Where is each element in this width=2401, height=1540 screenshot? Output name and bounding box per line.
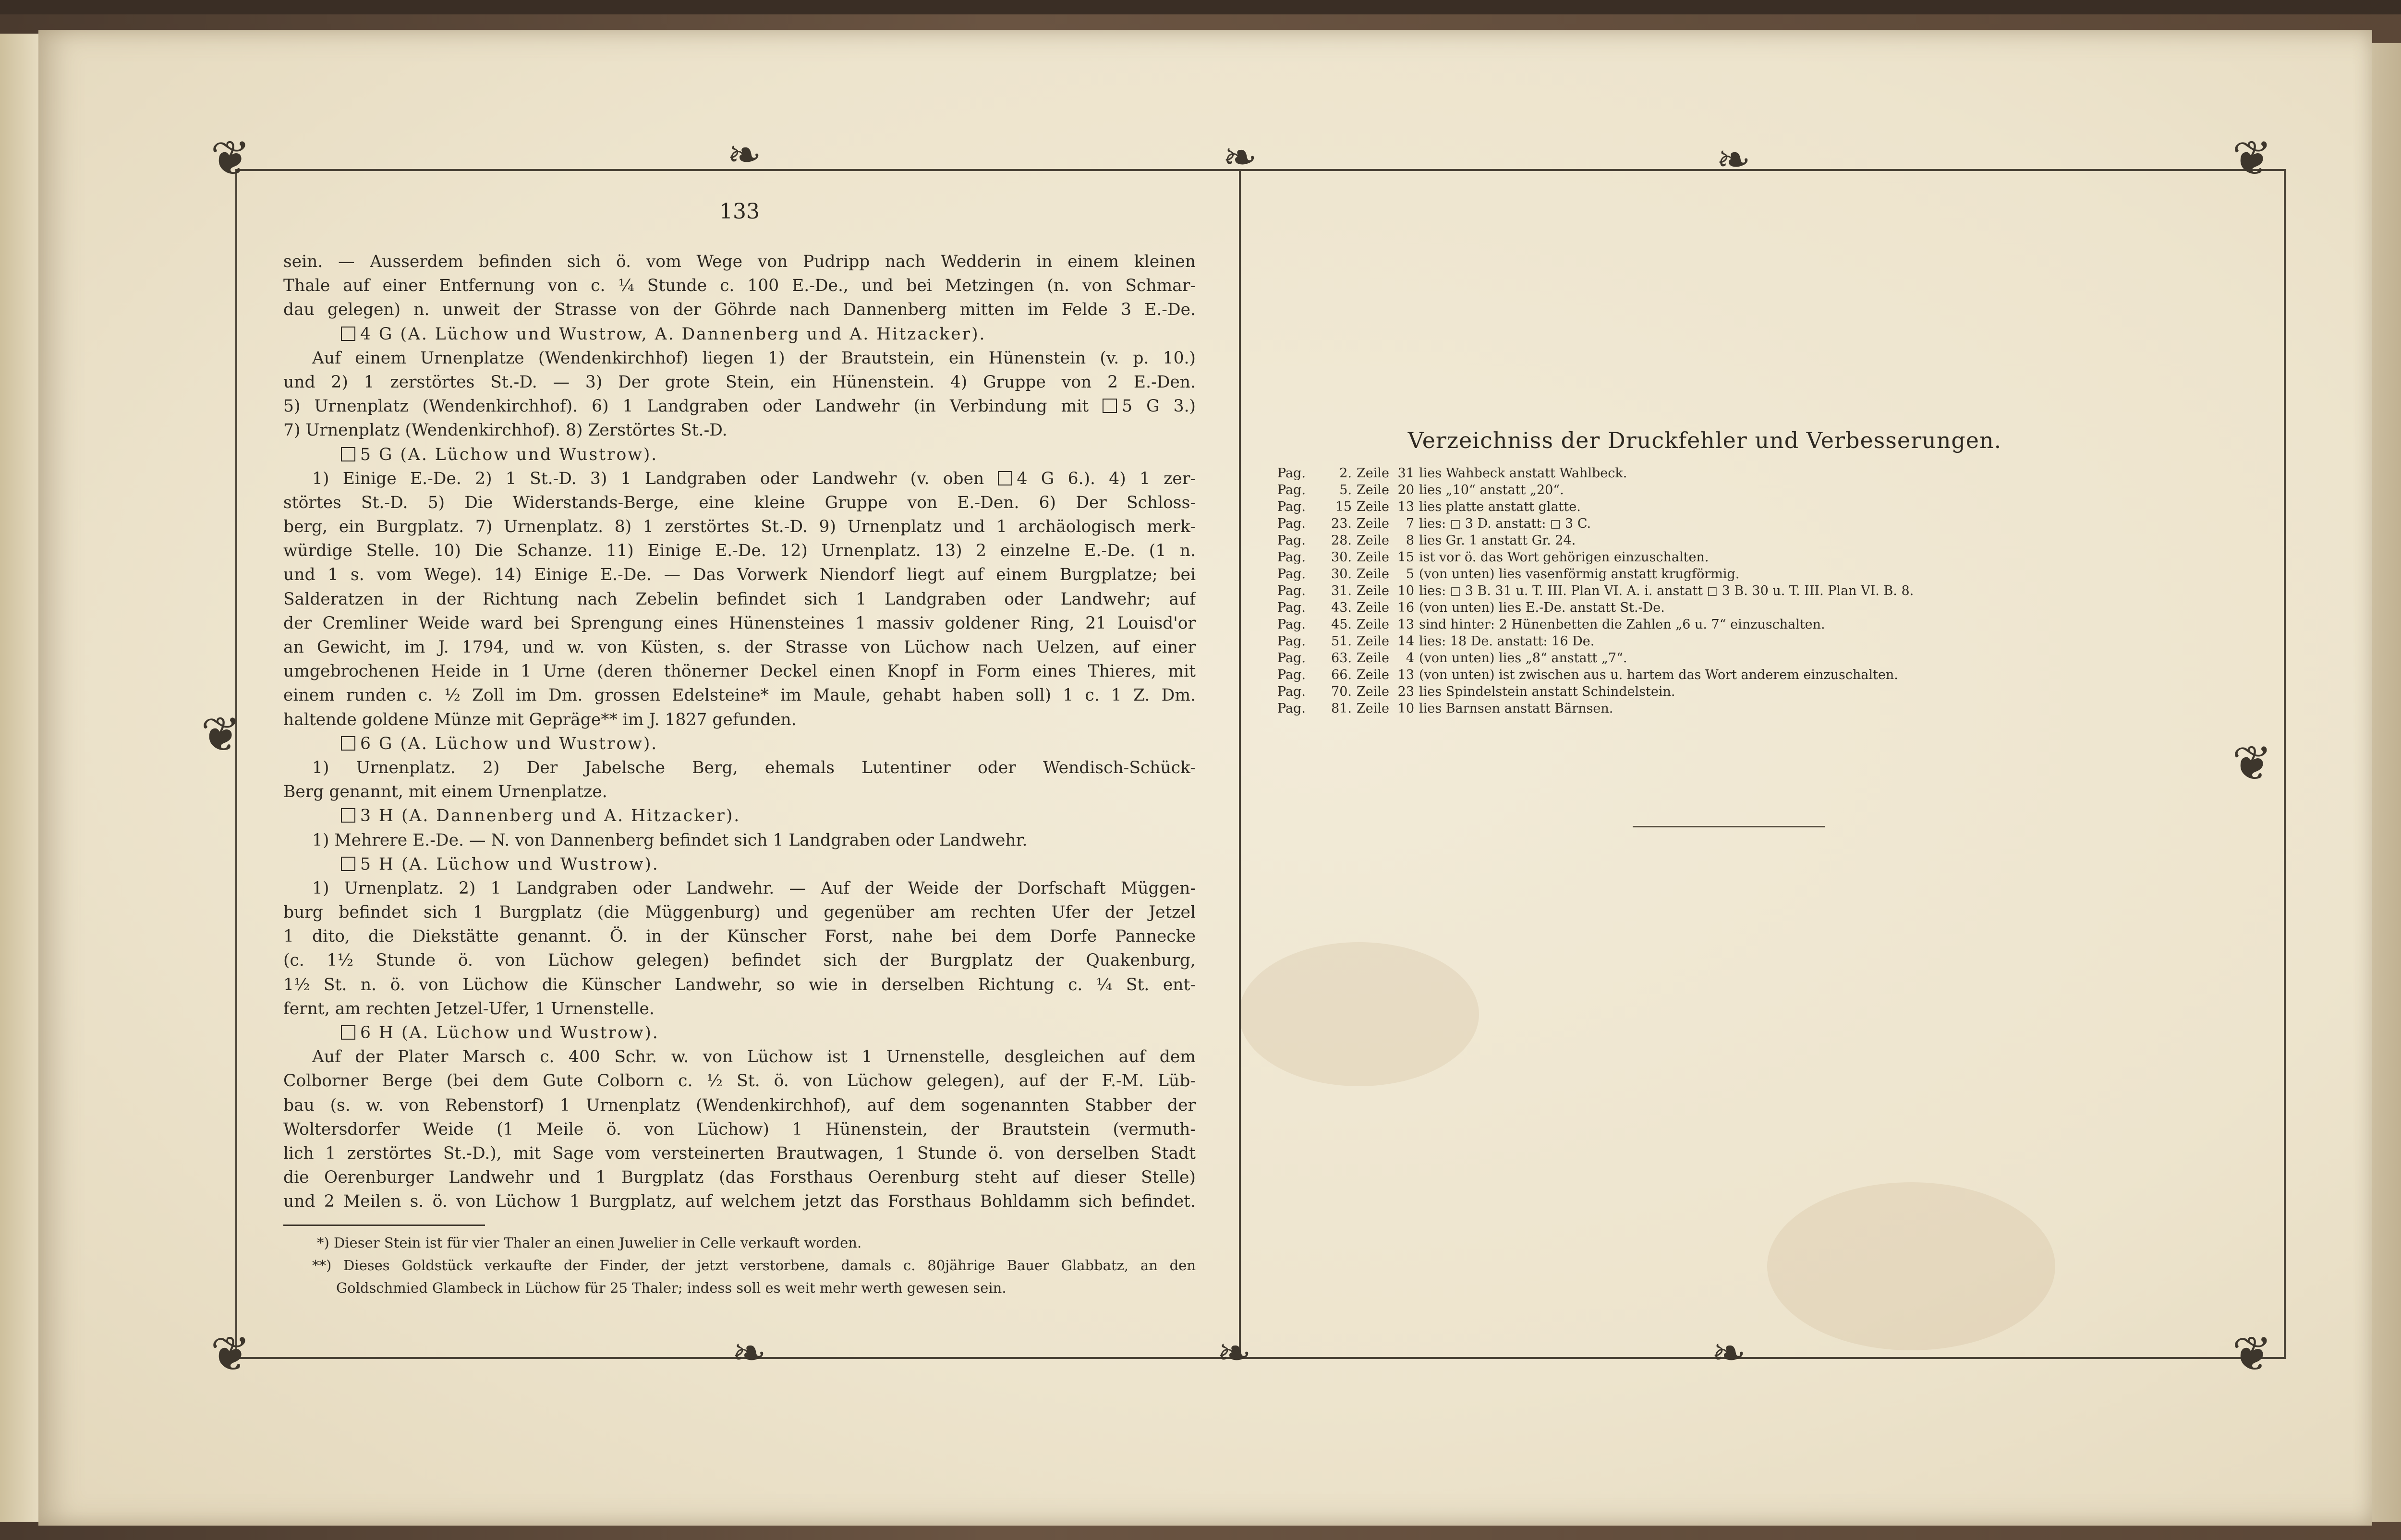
square-symbol-icon <box>1103 399 1117 413</box>
erratum-zeile-label: Zeile <box>1357 651 1389 666</box>
erratum-zeile-label: Zeile <box>1357 533 1389 548</box>
erratum-pag-label: Pag. <box>1277 617 1306 632</box>
erratum-row <box>1277 650 2094 667</box>
erratum-line: 20 <box>1397 483 1414 497</box>
previous-page-edge <box>0 34 43 1522</box>
text-line: umgebrochenen Heide in 1 Urne (deren thönerner Deckel einen Knopf in Form eines Thieres, mit <box>283 662 1196 681</box>
square-symbol-icon <box>341 736 355 751</box>
text-line: Thale auf einer Entfernung von c. ¼ Stunde c. 100 E.-De., und bei Metzingen (n. von Schmar- <box>283 276 1196 296</box>
text-line: Auf der Plater Marsch c. 400 Schr. w. von Lüchow ist 1 Urnenstelle, desgleichen auf dem <box>312 1047 1196 1067</box>
footnote-2-cont: Goldschmied Glambeck in Lüchow für 25 Thaler; indess soll es weit mehr werth gewesen sein. <box>336 1280 1006 1296</box>
erratum-page: 30. <box>1331 567 1352 582</box>
erratum-row <box>1277 549 2094 566</box>
erratum-pag-label: Pag. <box>1277 667 1306 682</box>
erratum-page: 2. <box>1339 466 1352 481</box>
erratum-text: sind hinter: 2 Hünenbetten die Zahlen „6 u. 7“ einzuschalten. <box>1419 617 1825 632</box>
text-line: haltende goldene Münze mit Gepräge** im J. 1827 gefunden. <box>283 710 797 729</box>
square-symbol-icon <box>341 857 355 871</box>
ornament-top-center-icon: ❧ <box>1222 133 1258 182</box>
section-heading-6g: 6 G (A. Lüchow und Wustrow). <box>283 732 1196 756</box>
erratum-pag-label: Pag. <box>1277 567 1306 582</box>
text-line: burg befindet sich 1 Burgplatz (die Müggenburg) und gegenüber am rechten Ufer der Jetzel <box>283 903 1196 922</box>
ornament-top-right-middle-icon: ❧ <box>1716 136 1751 184</box>
erratum-zeile-label: Zeile <box>1357 550 1389 565</box>
erratum-row <box>1277 465 2094 482</box>
erratum-zeile-label: Zeile <box>1357 567 1389 582</box>
erratum-page: 31. <box>1331 583 1352 598</box>
ornament-corner-bottom-right-icon: ❦ <box>2232 1326 2272 1382</box>
erratum-pag-label: Pag. <box>1277 483 1306 497</box>
square-symbol-icon <box>341 327 355 341</box>
erratum-text: lies: ◻ 3 D. anstatt: ◻ 3 C. <box>1419 516 1591 531</box>
erratum-page: 28. <box>1331 533 1352 548</box>
frame-center-line <box>1239 169 1241 1359</box>
erratum-text: (von unten) lies „8“ anstatt „7“. <box>1419 651 1627 666</box>
erratum-text: lies Gr. 1 anstatt Gr. 24. <box>1419 533 1576 548</box>
text-line: Colborner Berge (bei dem Gute Colborn c. ½ St. ö. von Lüchow gelegen), auf der F.-M. Lüb- <box>283 1071 1196 1091</box>
ornament-bottom-center-icon: ❧ <box>1216 1329 1252 1377</box>
erratum-row <box>1277 582 2094 599</box>
erratum-page: 43. <box>1331 600 1352 615</box>
erratum-page: 81. <box>1331 701 1352 716</box>
text-line: und 2) 1 zerstörtes St.-D. — 3) Der grote Stein, ein Hünenstein. 4) Gruppe von 2 E.-Den. <box>283 372 1196 392</box>
erratum-pag-label: Pag. <box>1277 516 1306 531</box>
ornament-bottom-right-middle-icon: ❧ <box>1711 1329 1746 1377</box>
erratum-page: 66. <box>1331 667 1352 682</box>
erratum-text: lies Spindelstein anstatt Schindelstein. <box>1419 684 1675 699</box>
erratum-line: 16 <box>1397 600 1414 615</box>
paper-stain <box>1767 1182 2055 1350</box>
erratum-row <box>1277 700 2094 717</box>
erratum-row <box>1277 498 2094 515</box>
text-line: 5) Urnenplatz (Wendenkirchhof). 6) 1 Landgraben oder Landwehr (in Verbindung mit 5 G 3.) <box>283 397 1196 416</box>
footnote-rule <box>283 1225 485 1226</box>
erratum-line: 10 <box>1397 701 1414 716</box>
text-line: (c. 1½ Stunde ö. von Lüchow gelegen) befindet sich der Burgplatz der Quakenburg, <box>283 951 1196 970</box>
text-line: 1½ St. n. ö. von Lüchow die Künscher Landwehr, so wie in derselben Richtung c. ¼ St. ent- <box>283 975 1196 994</box>
erratum-text: lies Barnsen anstatt Bärnsen. <box>1419 701 1613 716</box>
erratum-row <box>1277 566 2094 582</box>
errata-list <box>1277 465 2094 717</box>
errata-end-rule <box>1633 826 1825 827</box>
square-symbol-icon <box>341 447 355 461</box>
ornament-corner-top-left-icon: ❦ <box>210 130 251 186</box>
square-symbol-icon <box>341 1025 355 1040</box>
erratum-page: 45. <box>1331 617 1352 632</box>
section-heading-5h: 5 H (A. Lüchow und Wustrow). <box>283 852 1196 876</box>
text-line: Auf einem Urnenplatze (Wendenkirchhof) liegen 1) der Brautstein, ein Hünenstein (v. p. 10.) <box>312 348 1196 368</box>
erratum-line: 13 <box>1397 499 1414 514</box>
erratum-line: 14 <box>1397 634 1414 649</box>
footnotes <box>303 1232 1196 1299</box>
erratum-text: lies: ◻ 3 B. 31 u. T. III. Plan VI. A. i. anstatt ◻ 3 B. 30 u. T. III. Plan VI. B. 8. <box>1419 583 1914 598</box>
text-line: an Gewicht, im J. 1794, und w. von Küsten, s. der Strasse von Lüchow nach Uelzen, auf einer <box>283 638 1196 657</box>
erratum-zeile-label: Zeile <box>1357 701 1389 716</box>
erratum-line: 7 <box>1406 516 1414 531</box>
erratum-page: 63. <box>1331 651 1352 666</box>
erratum-row <box>1277 532 2094 549</box>
text-line: bau (s. w. von Rebenstorf) 1 Urnenplatz (Wendenkirchhof), auf dem sogenannten Stabber der <box>283 1095 1196 1115</box>
ornament-bottom-left-middle-icon: ❧ <box>731 1329 767 1377</box>
frame-right-line <box>2284 169 2286 1359</box>
text-line: 1 dito, die Diekstätte genannt. Ö. in der Künscher Forst, nahe bei dem Dorfe Pannecke <box>283 927 1196 946</box>
erratum-line: 31 <box>1397 466 1414 481</box>
erratum-zeile-label: Zeile <box>1357 583 1389 598</box>
erratum-zeile-label: Zeile <box>1357 483 1389 497</box>
ornament-right-side-icon: ❦ <box>2232 735 2272 791</box>
erratum-row <box>1277 515 2094 532</box>
text-line: und 1 s. vom Wege). 14) Einige E.-De. — Das Vorwerk Niendorf liegt auf einem Burgplatze; bei <box>283 565 1196 585</box>
erratum-zeile-label: Zeile <box>1357 634 1389 649</box>
erratum-page: 51. <box>1331 634 1352 649</box>
square-symbol-icon <box>341 808 355 823</box>
erratum-pag-label: Pag. <box>1277 651 1306 666</box>
text-line: lich 1 zerstörtes St.-D.), mit Sage vom versteinerten Brautwagen, 1 Stunde ö. von derselben Stadt <box>283 1143 1196 1163</box>
erratum-row <box>1277 599 2094 616</box>
erratum-line: 10 <box>1397 583 1414 598</box>
text-line: Berg genannt, mit einem Urnenplatze. <box>283 782 607 802</box>
erratum-line: 13 <box>1397 667 1414 682</box>
erratum-pag-label: Pag. <box>1277 583 1306 598</box>
page-number: 133 <box>719 199 760 224</box>
paper-stain <box>1239 942 1479 1086</box>
text-line: die Oerenburger Landwehr und 1 Burgplatz (das Forsthaus Oerenburg steht auf dieser Stelle) <box>283 1168 1196 1188</box>
erratum-zeile-label: Zeile <box>1357 516 1389 531</box>
erratum-page: 30. <box>1331 550 1352 565</box>
erratum-text: lies: 18 De. anstatt: 16 De. <box>1419 634 1595 649</box>
ornament-top-left-middle-icon: ❧ <box>727 131 762 179</box>
erratum-zeile-label: Zeile <box>1357 600 1389 615</box>
erratum-page: 23. <box>1331 516 1352 531</box>
section-heading-3h: 3 H (A. Dannenberg und A. Hitzacker). <box>283 804 1196 828</box>
text-line: Woltersdorfer Weide (1 Meile ö. von Lüchow) 1 Hünenstein, der Brautstein (vermuth- <box>283 1119 1196 1139</box>
text-line: dau gelegen) n. unweit der Strasse von der Göhrde nach Dannenberg mitten im Felde 3 E.-De. <box>283 300 1196 320</box>
errata-section <box>1277 427 2094 717</box>
erratum-line: 5 <box>1406 567 1414 582</box>
text-line: 1) Mehrere E.-De. — N. von Dannenberg befindet sich 1 Landgraben oder Landwehr. <box>312 830 1028 850</box>
text-line: 7) Urnenplatz (Wendenkirchhof). 8) Zerstörtes St.-D. <box>283 421 728 440</box>
erratum-pag-label: Pag. <box>1277 550 1306 565</box>
text-line: fernt, am rechten Jetzel-Ufer, 1 Urnenstelle. <box>283 999 655 1019</box>
square-symbol-icon <box>998 471 1012 485</box>
erratum-pag-label: Pag. <box>1277 466 1306 481</box>
erratum-zeile-label: Zeile <box>1357 617 1389 632</box>
section-heading-5g: 5 G (A. Lüchow und Wustrow). <box>283 443 1196 467</box>
erratum-row <box>1277 633 2094 650</box>
erratum-line: 13 <box>1397 617 1414 632</box>
erratum-line: 23 <box>1397 684 1414 699</box>
erratum-text: lies „10“ anstatt „20“. <box>1419 483 1564 497</box>
text-line: 1) Urnenplatz. 2) Der Jabelsche Berg, ehemals Lutentiner oder Wendisch-Schück- <box>312 758 1196 777</box>
erratum-page: 5. <box>1339 483 1352 497</box>
erratum-text: (von unten) lies E.-De. anstatt St.-De. <box>1419 600 1665 615</box>
ornament-corner-top-right-icon: ❦ <box>2232 130 2272 186</box>
erratum-row <box>1277 683 2094 700</box>
erratum-text: lies Wahbeck anstatt Wahlbeck. <box>1419 466 1627 481</box>
erratum-text: (von unten) lies vasenförmig anstatt krugförmig. <box>1419 567 1740 582</box>
ornament-left-side-icon: ❦ <box>201 706 241 763</box>
section-heading-4g: 4 G (A. Lüchow und Wustrow, A. Dannenberg und A. Hitzacker). <box>283 322 1196 346</box>
footnote-2: **) Dieses Goldstück verkaufte der Finder, der jetzt verstorbene, damals c. 80jährige Bauer Glabbatz, an den <box>312 1257 1196 1273</box>
text-line: und 2 Meilen s. ö. von Lüchow 1 Burgplatz, auf welchem jetzt das Forsthaus Bohldamm sich befindet. <box>283 1192 1196 1212</box>
left-text-column <box>283 250 1196 1214</box>
errata-title: Verzeichniss der Druckfehler und Verbesserungen. <box>1407 427 2002 453</box>
erratum-page: 15 <box>1335 499 1352 514</box>
erratum-row <box>1277 482 2094 498</box>
erratum-zeile-label: Zeile <box>1357 466 1389 481</box>
erratum-row <box>1277 667 2094 683</box>
erratum-zeile-label: Zeile <box>1357 499 1389 514</box>
text-line: Salderatzen in der Richtung nach Zebelin befindet sich 1 Landgraben oder Landwehr; auf <box>283 589 1196 609</box>
erratum-text: lies platte anstatt glatte. <box>1419 499 1581 514</box>
erratum-line: 4 <box>1406 651 1414 666</box>
erratum-text: ist vor ö. das Wort gehörigen einzuschalten. <box>1419 550 1709 565</box>
text-line: 1) Urnenplatz. 2) 1 Landgraben oder Landwehr. — Auf der Weide der Dorfschaft Müggen- <box>312 878 1196 898</box>
erratum-line: 15 <box>1397 550 1414 565</box>
erratum-pag-label: Pag. <box>1277 600 1306 615</box>
ornament-corner-bottom-left-icon: ❦ <box>210 1326 251 1382</box>
erratum-text: (von unten) ist zwischen aus u. hartem das Wort anderem einzuschalten. <box>1419 667 1898 682</box>
erratum-page: 70. <box>1331 684 1352 699</box>
erratum-pag-label: Pag. <box>1277 533 1306 548</box>
text-line: berg, ein Burgplatz. 7) Urnenplatz. 8) 1 zerstörtes St.-D. 9) Urnenplatz und 1 archäologisch merk- <box>283 517 1196 537</box>
text-line: würdige Stelle. 10) Die Schanze. 11) Einige E.-De. 12) Urnenplatz. 13) 2 einzelne E.-De. (1 n. <box>283 541 1196 561</box>
text-line: der Cremliner Weide ward bei Sprengung eines Hünensteines 1 massiv goldener Ring, 21 Louisd'or <box>283 613 1196 633</box>
erratum-pag-label: Pag. <box>1277 634 1306 649</box>
text-line: störtes St.-D. 5) Die Widerstands-Berge, eine kleine Gruppe von E.-Den. 6) Der Schloss- <box>283 493 1196 512</box>
erratum-row <box>1277 616 2094 633</box>
erratum-pag-label: Pag. <box>1277 499 1306 514</box>
section-heading-6h: 6 H (A. Lüchow und Wustrow). <box>283 1021 1196 1045</box>
erratum-pag-label: Pag. <box>1277 701 1306 716</box>
text-line: 1) Einige E.-De. 2) 1 St.-D. 3) 1 Landgraben oder Landwehr (v. oben 4 G 6.). 4) 1 zer- <box>312 469 1196 488</box>
erratum-line: 8 <box>1406 533 1414 548</box>
footnote-1: *) Dieser Stein ist für vier Thaler an einen Juwelier in Celle verkauft worden. <box>317 1235 862 1251</box>
erratum-pag-label: Pag. <box>1277 684 1306 699</box>
text-line: sein. — Ausserdem befinden sich ö. vom Wege von Pudripp nach Wedderin in einem kleinen <box>283 252 1196 271</box>
text-line: einem runden c. ½ Zoll im Dm. grossen Edelsteine* im Maule, gehabt haben soll) 1 c. 1 Z. Dm. <box>283 686 1196 705</box>
erratum-zeile-label: Zeile <box>1357 667 1389 682</box>
erratum-zeile-label: Zeile <box>1357 684 1389 699</box>
